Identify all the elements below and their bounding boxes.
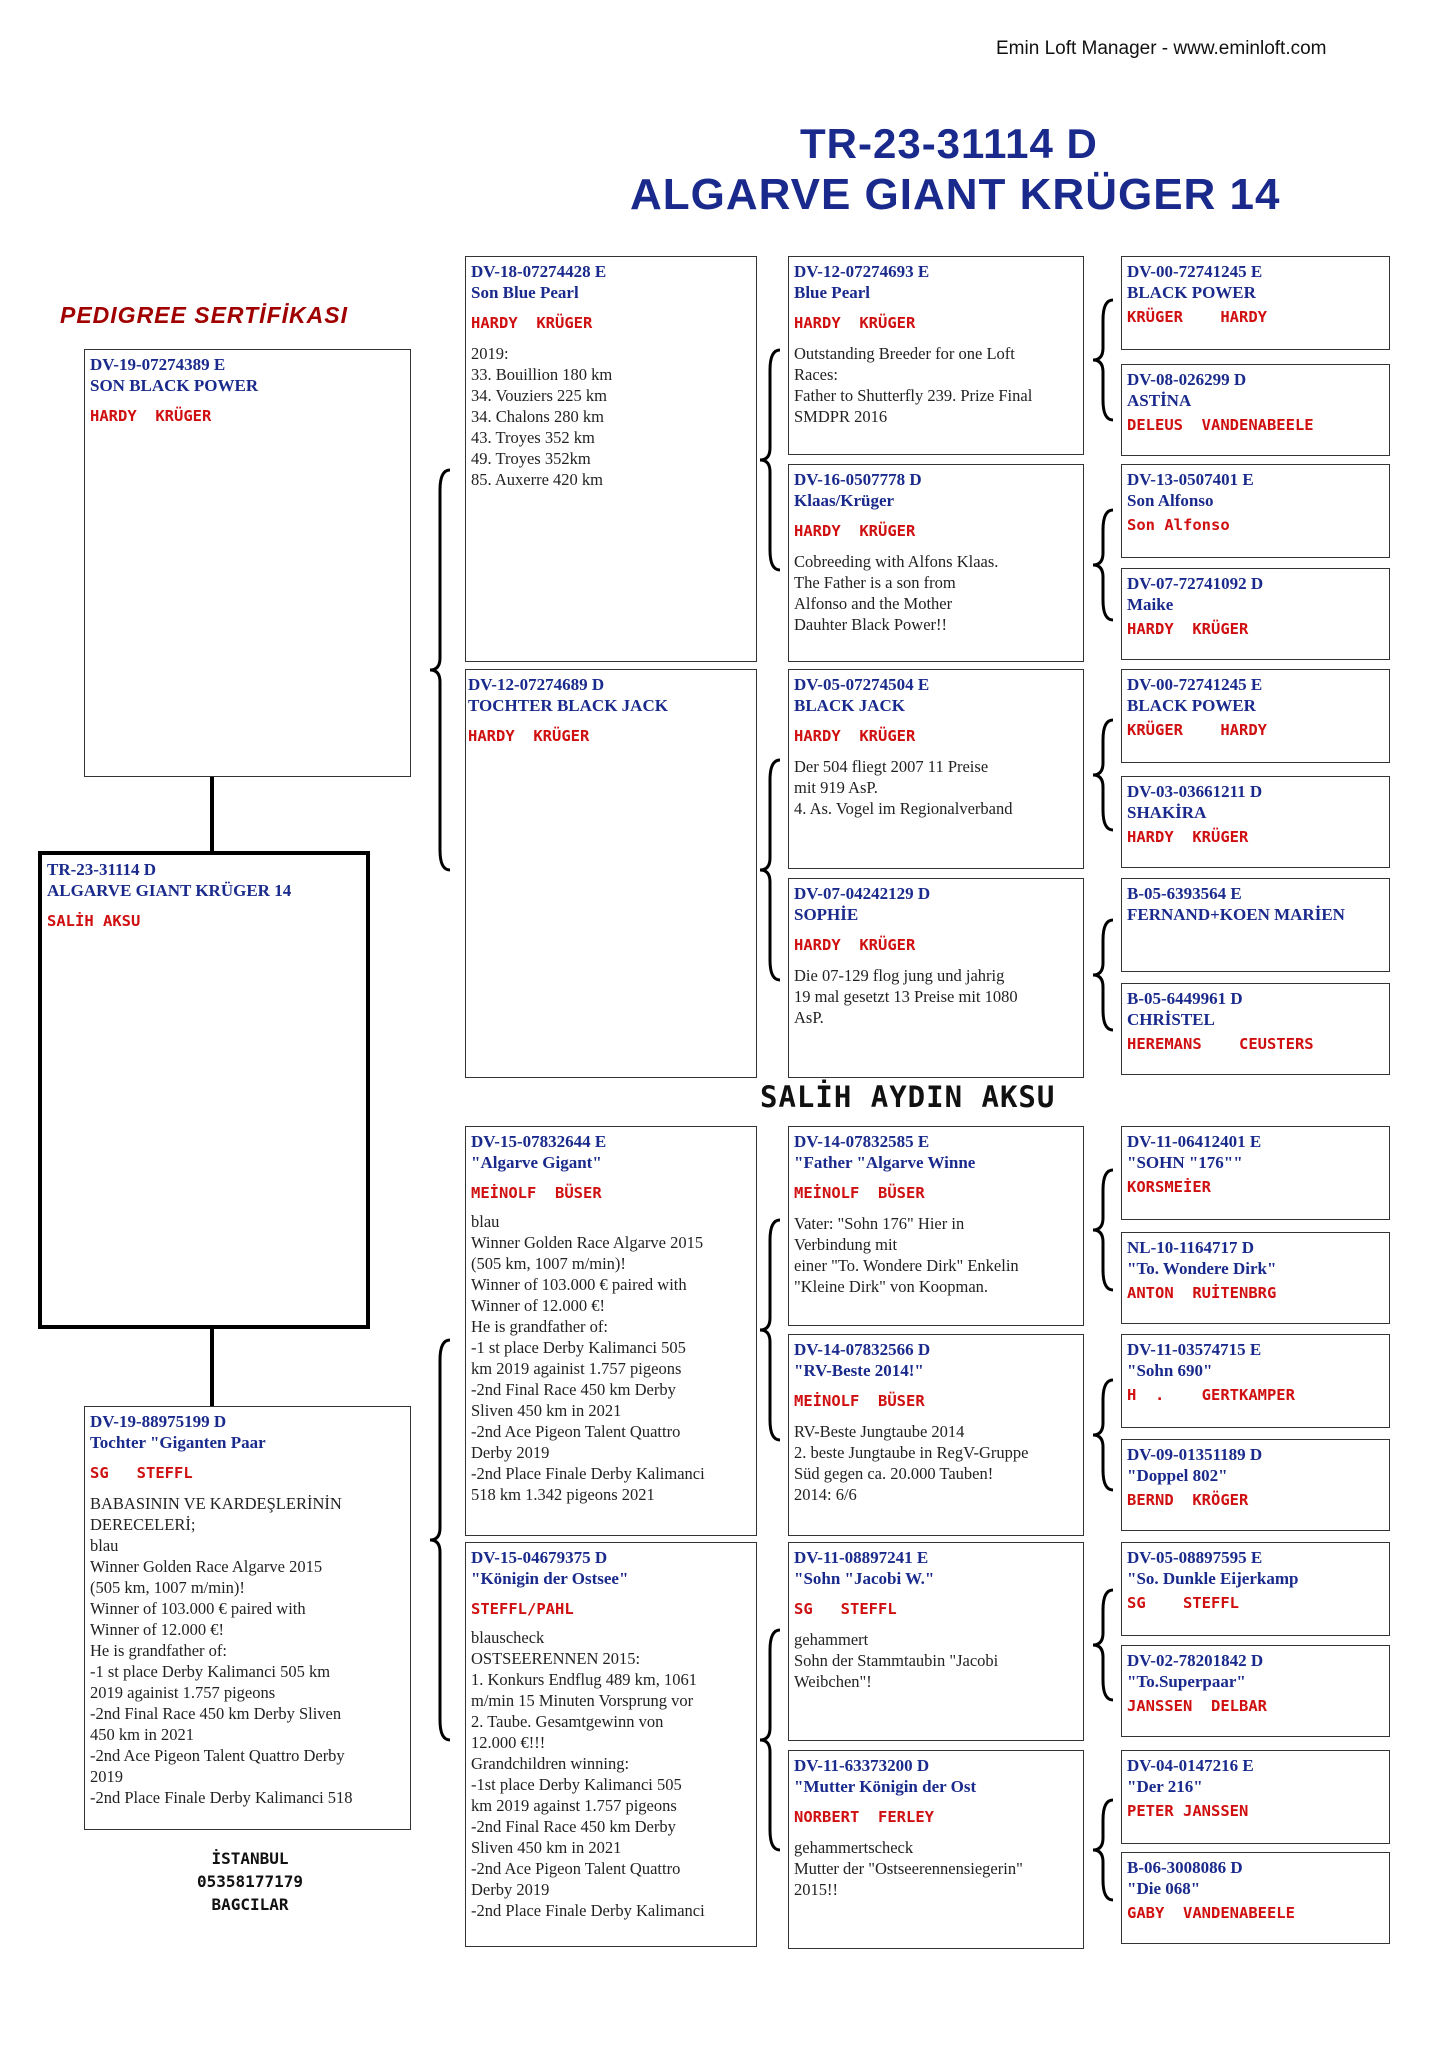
ring-number: B-05-6393564 E	[1127, 884, 1242, 903]
pedigree-certificate-label: PEDIGREE SERTİFİKASI	[60, 302, 348, 328]
ring-number: DV-12-07274693 E	[794, 262, 930, 281]
pigeon-name: FERNAND+KOEN MARİEN	[1127, 905, 1345, 924]
pigeon-name: "Sohn 690"	[1127, 1361, 1213, 1380]
pigeon-name: ASTİNA	[1127, 391, 1192, 410]
pigeon-name: ALGARVE GIANT KRÜGER 14	[47, 881, 292, 900]
gen3-card	[788, 256, 1084, 455]
connector-dam	[210, 1328, 214, 1408]
pigeon-name: SOPHİE	[794, 905, 859, 924]
ring-number: DV-09-01351189 D	[1127, 1445, 1263, 1464]
brace-gen4-6	[1093, 1590, 1113, 1700]
pigeon-name: Son Blue Pearl	[471, 283, 579, 302]
ring-number: NL-10-1164717 D	[1127, 1238, 1255, 1257]
dam-card	[84, 1406, 411, 1830]
gen3-card	[788, 464, 1084, 662]
ring-number: DV-14-07832566 D	[794, 1340, 931, 1359]
ring-number: DV-15-07832644 E	[471, 1132, 607, 1151]
breeder-name: DELEUS VANDENABEELE	[1127, 416, 1314, 434]
brace-gen4-3	[1093, 920, 1113, 1030]
breeder-name: STEFFL/PAHL	[471, 1600, 574, 1618]
title-ring: TR-23-31114 D	[800, 120, 1098, 167]
gen2-card	[465, 669, 757, 1078]
title-name: ALGARVE GIANT KRÜGER 14	[630, 170, 1281, 219]
breeder-name: H . GERTKAMPER	[1127, 1386, 1295, 1404]
brace-gen3-a	[760, 350, 780, 570]
pigeon-name: "Doppel 802"	[1127, 1466, 1228, 1485]
gen2-card	[465, 256, 757, 662]
gen3-card	[788, 1126, 1084, 1326]
pigeon-name: CHRİSTEL	[1127, 1010, 1215, 1029]
breeder-name: BERND KRÖGER	[1127, 1491, 1249, 1509]
ring-number: DV-08-026299 D	[1127, 370, 1247, 389]
connector-sire	[210, 776, 214, 852]
breeder-name: HARDY KRÜGER	[468, 727, 590, 745]
pigeon-notes: Die 07-129 flog jung und jahrig 19 mal gesetzt 13 Preise mit 1080 AsP.	[794, 966, 1018, 1027]
ring-number: DV-00-72741245 E	[1127, 675, 1263, 694]
gen3-card	[788, 1750, 1084, 1949]
breeder-name: HARDY KRÜGER	[90, 407, 212, 425]
breeder-name: HEREMANS CEUSTERS	[1127, 1035, 1314, 1053]
contact-block	[150, 1847, 350, 1916]
ring-number: DV-11-06412401 E	[1127, 1132, 1262, 1151]
breeder-name: SALİH AKSU	[47, 912, 141, 930]
breeder-name: Son Alfonso	[1127, 516, 1230, 534]
sire-card	[84, 349, 411, 777]
breeder-name: HARDY KRÜGER	[471, 314, 593, 332]
breeder-name: SG STEFFL	[90, 1464, 193, 1482]
gen4-card	[1121, 1334, 1390, 1428]
breeder-name: JANSSEN DELBAR	[1127, 1697, 1267, 1715]
breeder-name: SG STEFFL	[794, 1600, 897, 1618]
pigeon-name: Tochter "Giganten Paar	[90, 1433, 266, 1452]
ring-number: DV-12-07274689 D	[468, 675, 605, 694]
gen4-card	[1121, 1542, 1390, 1636]
pigeon-name: "So. Dunkle Eijerkamp	[1127, 1569, 1299, 1588]
breeder-name: HARDY KRÜGER	[1127, 828, 1249, 846]
contact-district: BAGCILAR	[211, 1895, 289, 1914]
brace-gen4-4	[1093, 1170, 1113, 1290]
gen4-card	[1121, 1232, 1390, 1324]
pigeon-notes: blauscheck OSTSEERENNEN 2015: 1. Konkurs Endflug 489 km, 1061 m/min 15 Minuten Vorsprung vor 2. Taube. Gesamtgewinn von 12.000 €!!! Grandchildren winning: -1st place Derby Kalimanci 505 km 2019 against 1.757 pigeons -2nd Final Race 450 km Derby Sliven 450 km in 2021 -2nd Ace Pigeon Talent Quattro Derby 2019 -2nd Place Finale Derby Kalimanci	[471, 1628, 705, 1920]
pigeon-name: Son Alfonso	[1127, 491, 1214, 510]
pigeon-notes: Cobreeding with Alfons Klaas. The Father is a son from Alfonso and the Mother Dauhter Black Power!!	[794, 552, 999, 634]
breeder-name: KRÜGER HARDY	[1127, 721, 1267, 739]
pigeon-name: "Der 216"	[1127, 1777, 1203, 1796]
pigeon-name: Maike	[1127, 595, 1174, 614]
subject-card	[38, 851, 370, 1329]
gen4-card	[1121, 364, 1390, 456]
contact-city: İSTANBUL	[211, 1849, 289, 1868]
breeder-name: NORBERT FERLEY	[794, 1808, 934, 1826]
ring-number: DV-16-0507778 D	[794, 470, 922, 489]
pigeon-notes: blau Winner Golden Race Algarve 2015 (505 km, 1007 m/min)! Winner of 103.000 € paired with Winner of 12.000 €! He is grandfather of: -1 st place Derby Kalimanci 505 km 2019 againist 1.757 pigeons -2nd Final Race 450 km Derby Sliven 450 km in 2021 -2nd Ace Pigeon Talent Quattro Derby 2019 -2nd Place Finale Derby Kalimanci 518 km 1.342 pigeons 2021	[471, 1212, 705, 1504]
brace-sire-parents	[430, 470, 450, 870]
pigeon-name: BLACK JACK	[794, 696, 905, 715]
gen3-card	[788, 669, 1084, 869]
brace-gen4-2	[1093, 720, 1113, 830]
ring-number: DV-19-88975199 D	[90, 1412, 227, 1431]
breeder-name: HARDY KRÜGER	[794, 522, 916, 540]
gen4-card	[1121, 1439, 1390, 1531]
pigeon-name: "Die 068"	[1127, 1879, 1201, 1898]
brace-gen3-b	[760, 760, 780, 980]
pigeon-notes: 2019: 33. Bouillion 180 km 34. Vouziers 225 km 34. Chalons 280 km 43. Troyes 352 km 49. Troyes 352km 85. Auxerre 420 km	[471, 344, 613, 489]
ring-number: DV-14-07832585 E	[794, 1132, 930, 1151]
brace-gen4-7	[1093, 1800, 1113, 1900]
ring-number: DV-18-07274428 E	[471, 262, 607, 281]
breeder-name: HARDY KRÜGER	[794, 727, 916, 745]
pigeon-name: "RV-Beste 2014!"	[794, 1361, 924, 1380]
ring-number: DV-11-63373200 D	[794, 1756, 930, 1775]
gen4-card	[1121, 983, 1390, 1075]
breeder-name: MEİNOLF BÜSER	[794, 1184, 925, 1202]
pigeon-name: "Sohn "Jacobi W."	[794, 1569, 935, 1588]
pigeon-notes: Vater: "Sohn 176" Hier in Verbindung mit einer "To. Wondere Dirk" Enkelin "Kleine Dirk" von Koopman.	[794, 1214, 1019, 1296]
breeder-name: HARDY KRÜGER	[1127, 620, 1249, 638]
breeder-name: PETER JANSSEN	[1127, 1802, 1249, 1820]
breeder-name: MEİNOLF BÜSER	[794, 1392, 925, 1410]
brace-gen4-0	[1093, 300, 1113, 420]
ring-number: DV-05-08897595 E	[1127, 1548, 1263, 1567]
gen4-card	[1121, 776, 1390, 868]
pigeon-name: "To.Superpaar"	[1127, 1672, 1246, 1691]
brace-gen4-5	[1093, 1380, 1113, 1490]
brace-gen3-c	[760, 1220, 780, 1440]
ring-number: DV-07-04242129 D	[794, 884, 931, 903]
pigeon-name: TOCHTER BLACK JACK	[468, 696, 668, 715]
gen3-card	[788, 878, 1084, 1078]
pigeon-name: BLACK POWER	[1127, 283, 1256, 302]
ring-number: TR-23-31114 D	[47, 860, 157, 879]
pigeon-notes: RV-Beste Jungtaube 2014 2. beste Jungtaube in RegV-Gruppe Süd gegen ca. 20.000 Tauben! 2014: 6/6	[794, 1422, 1029, 1504]
site-header: Emin Loft Manager - www.eminloft.com	[996, 38, 1327, 59]
breeder-name: ANTON RUİTENBRG	[1127, 1284, 1277, 1302]
breeder-name: GABY VANDENABEELE	[1127, 1904, 1295, 1922]
breeder-name: MEİNOLF BÜSER	[471, 1184, 602, 1202]
gen4-card	[1121, 1126, 1390, 1220]
owner-name: SALİH AYDIN AKSU	[760, 1080, 1056, 1114]
pigeon-notes: gehammert Sohn der Stammtaubin "Jacobi Weibchen"!	[794, 1630, 999, 1691]
breeder-name: KORSMEİER	[1127, 1178, 1211, 1196]
gen4-card	[1121, 464, 1390, 558]
gen4-card	[1121, 1852, 1390, 1944]
pigeon-name: "Father "Algarve Winne	[794, 1153, 976, 1172]
ring-number: DV-13-0507401 E	[1127, 470, 1254, 489]
ring-number: DV-19-07274389 E	[90, 355, 226, 374]
gen4-card	[1121, 256, 1390, 350]
breeder-name: HARDY KRÜGER	[794, 314, 916, 332]
pigeon-name: "SOHN "176""	[1127, 1153, 1243, 1172]
gen2-card	[465, 1126, 757, 1536]
pigeon-name: SON BLACK POWER	[90, 376, 259, 395]
pigeon-name: "Mutter Königin der Ost	[794, 1777, 977, 1796]
ring-number: B-05-6449961 D	[1127, 989, 1243, 1008]
breeder-name: KRÜGER HARDY	[1127, 308, 1267, 326]
gen3-card	[788, 1542, 1084, 1741]
ring-number: DV-04-0147216 E	[1127, 1756, 1254, 1775]
ring-number: DV-03-03661211 D	[1127, 782, 1263, 801]
ring-number: DV-02-78201842 D	[1127, 1651, 1264, 1670]
gen4-card	[1121, 1645, 1390, 1737]
brace-gen4-1	[1093, 510, 1113, 620]
ring-number: DV-11-08897241 E	[794, 1548, 929, 1567]
ring-number: DV-07-72741092 D	[1127, 574, 1264, 593]
pigeon-notes: gehammertscheck Mutter der "Ostseerennensiegerin" 2015!!	[794, 1838, 1023, 1899]
pigeon-notes: Outstanding Breeder for one Loft Races: Father to Shutterfly 239. Prize Final SMDPR 2016	[794, 344, 1033, 426]
ring-number: DV-00-72741245 E	[1127, 262, 1263, 281]
brace-dam-parents	[430, 1340, 450, 1740]
pigeon-name: "Königin der Ostsee"	[471, 1569, 629, 1588]
pigeon-name: Blue Pearl	[794, 283, 871, 302]
gen4-card	[1121, 1750, 1390, 1844]
contact-phone: 05358177179	[197, 1872, 303, 1891]
breeder-name: SG STEFFL	[1127, 1594, 1239, 1612]
ring-number: DV-15-04679375 D	[471, 1548, 608, 1567]
pigeon-name: SHAKİRA	[1127, 803, 1207, 822]
gen4-card	[1121, 878, 1390, 972]
pigeon-name: "To. Wondere Dirk"	[1127, 1259, 1277, 1278]
pigeon-name: Klaas/Krüger	[794, 491, 895, 510]
gen2-card	[465, 1542, 757, 1947]
pigeon-name: "Algarve Gigant"	[471, 1153, 602, 1172]
gen4-card	[1121, 568, 1390, 660]
ring-number: DV-11-03574715 E	[1127, 1340, 1262, 1359]
pigeon-name: BLACK POWER	[1127, 696, 1256, 715]
gen4-card	[1121, 669, 1390, 763]
breeder-name: HARDY KRÜGER	[794, 936, 916, 954]
gen3-card	[788, 1334, 1084, 1536]
ring-number: B-06-3008086 D	[1127, 1858, 1243, 1877]
pigeon-notes: Der 504 fliegt 2007 11 Preise mit 919 AsP. 4. As. Vogel im Regionalverband	[794, 757, 1013, 818]
brace-gen3-d	[760, 1630, 780, 1850]
pigeon-notes: BABASININ VE KARDEŞLERİNİN DERECELERİ; blau Winner Golden Race Algarve 2015 (505 km, 1007 m/min)! Winner of 103.000 € paired with Winner of 12.000 €! He is grandfather of: -1 st place Derby Kalimanci 505 km 2019 againist 1.757 pigeons -2nd Final Race 450 km Derby Sliven 450 km in 2021 -2nd Ace Pigeon Talent Quattro Derby 2019 -2nd Place Finale Derby Kalimanci 518	[90, 1494, 353, 1807]
ring-number: DV-05-07274504 E	[794, 675, 930, 694]
